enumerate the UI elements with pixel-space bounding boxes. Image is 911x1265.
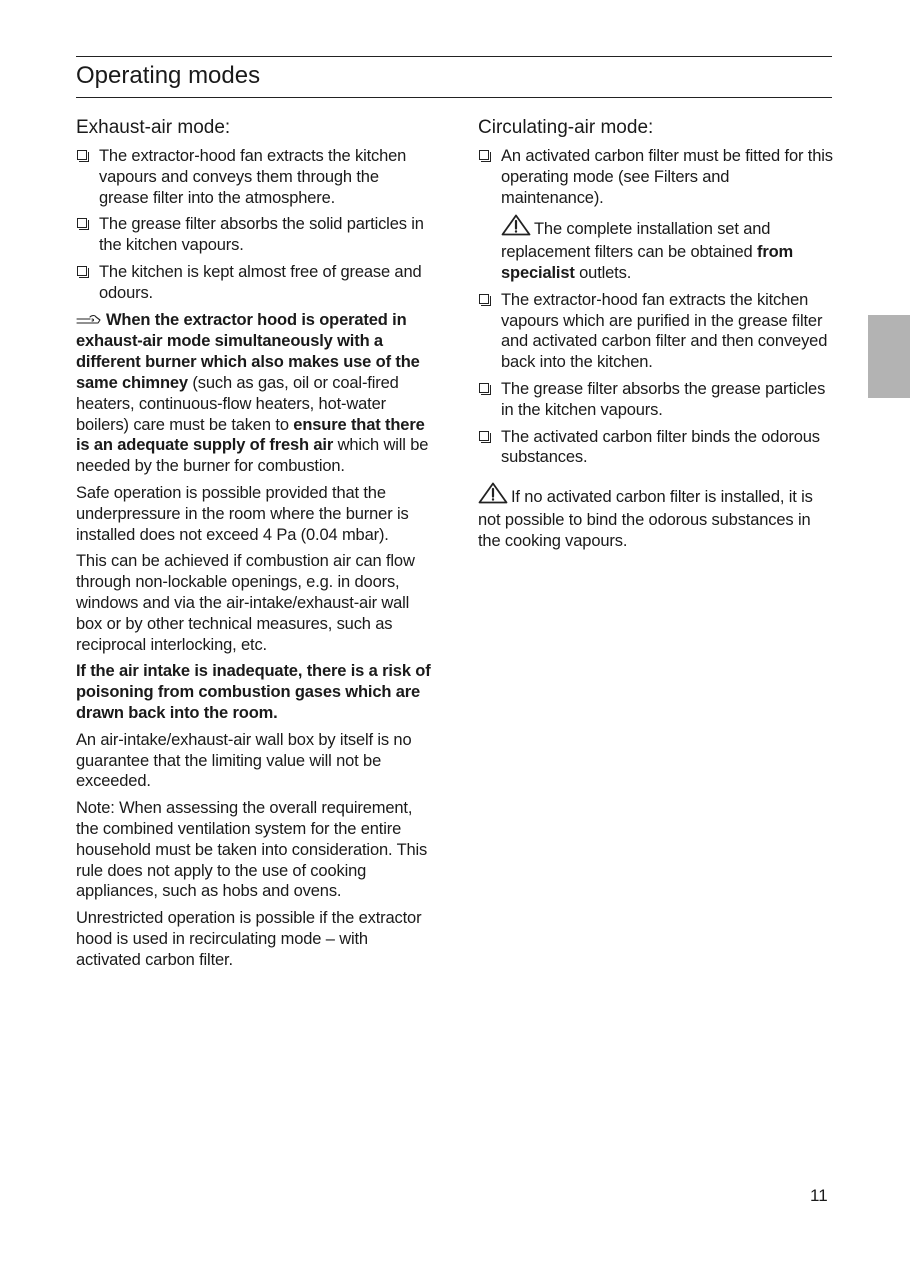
list-item: An activated carbon filter must be fitted for this operating mode (see Filters and maintenance).	[478, 146, 834, 208]
exhaust-air-section	[76, 115, 432, 976]
list-item: The extractor-hood fan extracts the kitchen vapours which are purified in the grease filter and activated carbon filter and then conveyed back into the kitchen.	[478, 290, 834, 373]
list-item: The kitchen is kept almost free of grease and odours.	[76, 262, 432, 304]
circulating-air-heading: Circulating-air mode:	[478, 117, 654, 138]
combustion-air-paragraph: This can be achieved if combustion air can flow through non-lockable openings, e.g. in doors, windows and via the air-intake/exhaust-air wall box or by other technical measures, such as reciprocal interlocking, etc.	[76, 552, 415, 654]
circulating-bullet-list	[478, 146, 834, 208]
checkbox-bullet-icon	[77, 150, 87, 160]
list-item: The activated carbon filter binds the odorous substances.	[478, 427, 834, 469]
list-item: The grease filter absorbs the solid particles in the kitchen vapours.	[76, 214, 432, 256]
header-rule-bottom	[76, 97, 832, 98]
circulating-bullet-list-2	[478, 290, 834, 468]
checkbox-bullet-icon	[77, 266, 87, 276]
page-title: Operating modes	[76, 62, 261, 89]
warning-triangle-icon	[478, 482, 508, 510]
checkbox-bullet-icon	[479, 294, 489, 304]
checkbox-bullet-icon	[479, 431, 489, 441]
page-number: 11	[810, 1186, 828, 1205]
poisoning-warning: If the air intake is inadequate, there is a risk of poisoning from combustion gases which are drawn back into the room.	[76, 662, 431, 722]
header-rule-top	[76, 56, 832, 57]
wall-box-paragraph: An air-intake/exhaust-air wall box by itself is no guarantee that the limiting value will not be exceeded.	[76, 730, 412, 791]
ventilation-note-paragraph: Note: When assessing the overall requirement, the combined ventilation system for the entire household must be taken into consideration. This rule does not apply to the use of cooking appliances, such as hobs and ovens.	[76, 799, 428, 901]
warning-triangle-icon	[501, 214, 531, 242]
exhaust-bullet-list	[76, 146, 432, 304]
carbon-filter-warning: If no activated carbon filter is installed, it is not possible to bind the odorous substances in the cooking vapours.	[478, 482, 834, 551]
exhaust-air-heading: Exhaust-air mode:	[76, 117, 231, 138]
circulating-air-section	[478, 115, 834, 558]
safe-operation-paragraph: Safe operation is possible provided that the underpressure in the room where the burner is installed does not exceed 4 Pa (0.04 mbar).	[76, 483, 409, 544]
checkbox-bullet-icon	[77, 218, 87, 228]
burner-note: When the extractor hood is operated in exhaust-air mode simultaneously with a different burner which also makes use of the same chimney (such as gas, oil or coal-fired heaters, continuous-flow heaters, hot-water boilers) care must be taken to ensure that there is an adequate supply of fresh air which will be needed by the burner for combustion.	[76, 310, 429, 476]
section-tab-marker	[868, 315, 910, 398]
checkbox-bullet-icon	[479, 150, 489, 160]
installation-set-note: The complete installation set and replacement filters can be obtained from specialist outlets.	[478, 214, 834, 283]
checkbox-bullet-icon	[479, 383, 489, 393]
list-item: The grease filter absorbs the grease particles in the kitchen vapours.	[478, 379, 834, 421]
unrestricted-operation-paragraph: Unrestricted operation is possible if the extractor hood is used in recirculating mode – with activated carbon filter.	[76, 909, 422, 969]
pointing-hand-icon	[76, 311, 102, 332]
list-item: The extractor-hood fan extracts the kitchen vapours and conveys them through the grease filter into the atmosphere.	[76, 146, 432, 208]
